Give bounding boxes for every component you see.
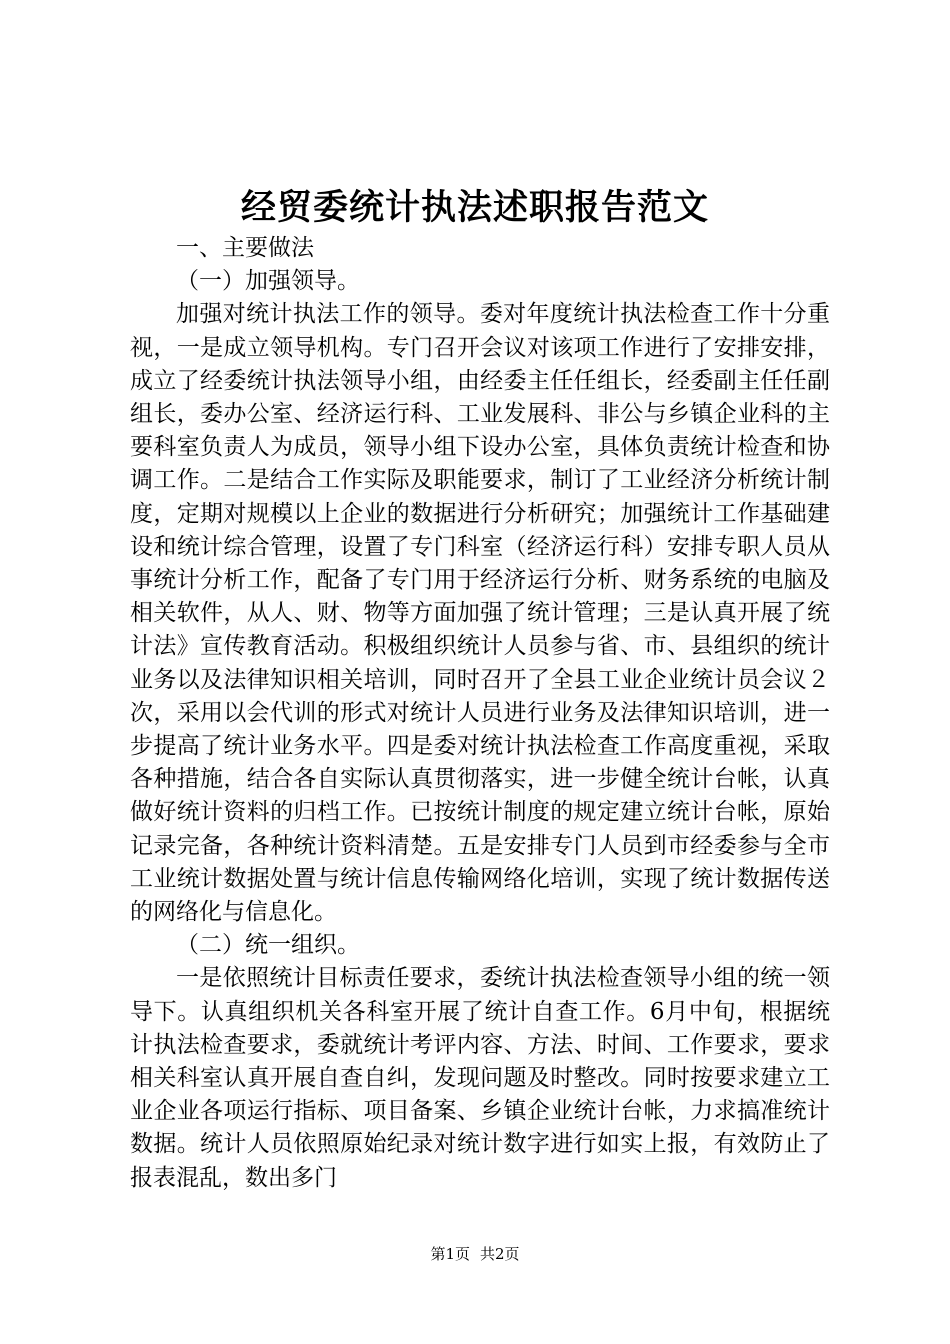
subsection-heading-strengthen-leadership: （一）加强领导。 xyxy=(176,268,360,295)
page-total: 共2页 xyxy=(480,1245,520,1263)
body-paragraph-organization: 一是依照统计目标责任要求，委统计执法检查领导小组的统一领导下。认真组织机关各科室开展了统计自查工作。6月中旬，根据统计执法检查要求，委就统计考评内容、方法、时间、工作要求，要求相关科室认真开展自查自纠，发现问题及时整改。同时按要求建立工业企业各项运行指标、项目备案、乡镇企业统计台帐，力求搞准统计数据。统计人员依照原始纪录对统计数字进行如实上报，有效防止了报表混乱，数出多门 xyxy=(130,965,830,1191)
body-paragraph-leadership: 加强对统计执法工作的领导。委对年度统计执法检查工作十分重视，一是成立领导机构。专门召开会议对该项工作进行了安排安排，成立了经委统计执法领导小组，由经委主任任组长，经委副主任任副组长，委办公室、经济运行科、工业发展科、非公与乡镇企业科的主要科室负责人为成员，领导小组下设办公室，具体负责统计检查和协调工作。二是结合工作实际及职能要求，制订了工业经济分析统计制度，定期对规模以上企业的数据进行分析研究；加强统计工作基础建设和统计综合管理，设置了专门科室（经济运行科）安排专职人员从事统计分析工作，配备了专门用于经济运行分析、财务系统的电脑及相关软件，从人、财、物等方面加强了统计管理；三是认真开展了统计法》宣传教育活动。积极组织统计人员参与省、市、县组织的统计业务以及法律知识相关培训，同时召开了全县工业企业统计员会议２次，采用以会代训的形式对统计人员进行业务及法律知识培训，进一步提高了统计业务水平。四是委对统计执法检查工作高度重视，采取各种措施，结合各自实际认真贯彻落实，进一步健全统计台帐，认真做好统计资料的归档工作。已按统计制度的规定建立统计台帐，原始记录完备，各种统计资料清楚。五是安排专门人员到市经委参与全市工业统计数据处置与统计信息传输网络化培训，实现了统计数据传送的网络化与信息化。 xyxy=(130,301,830,926)
document-body xyxy=(130,232,830,1195)
page-number: 第1页 xyxy=(430,1245,470,1263)
page-footer xyxy=(0,1244,950,1264)
document-title: 经贸委统计执法述职报告范文 xyxy=(240,187,709,228)
subsection-heading-unified-organization: （二）统一组织。 xyxy=(176,932,360,959)
section-heading-main-practices: 一、主要做法 xyxy=(176,235,314,261)
